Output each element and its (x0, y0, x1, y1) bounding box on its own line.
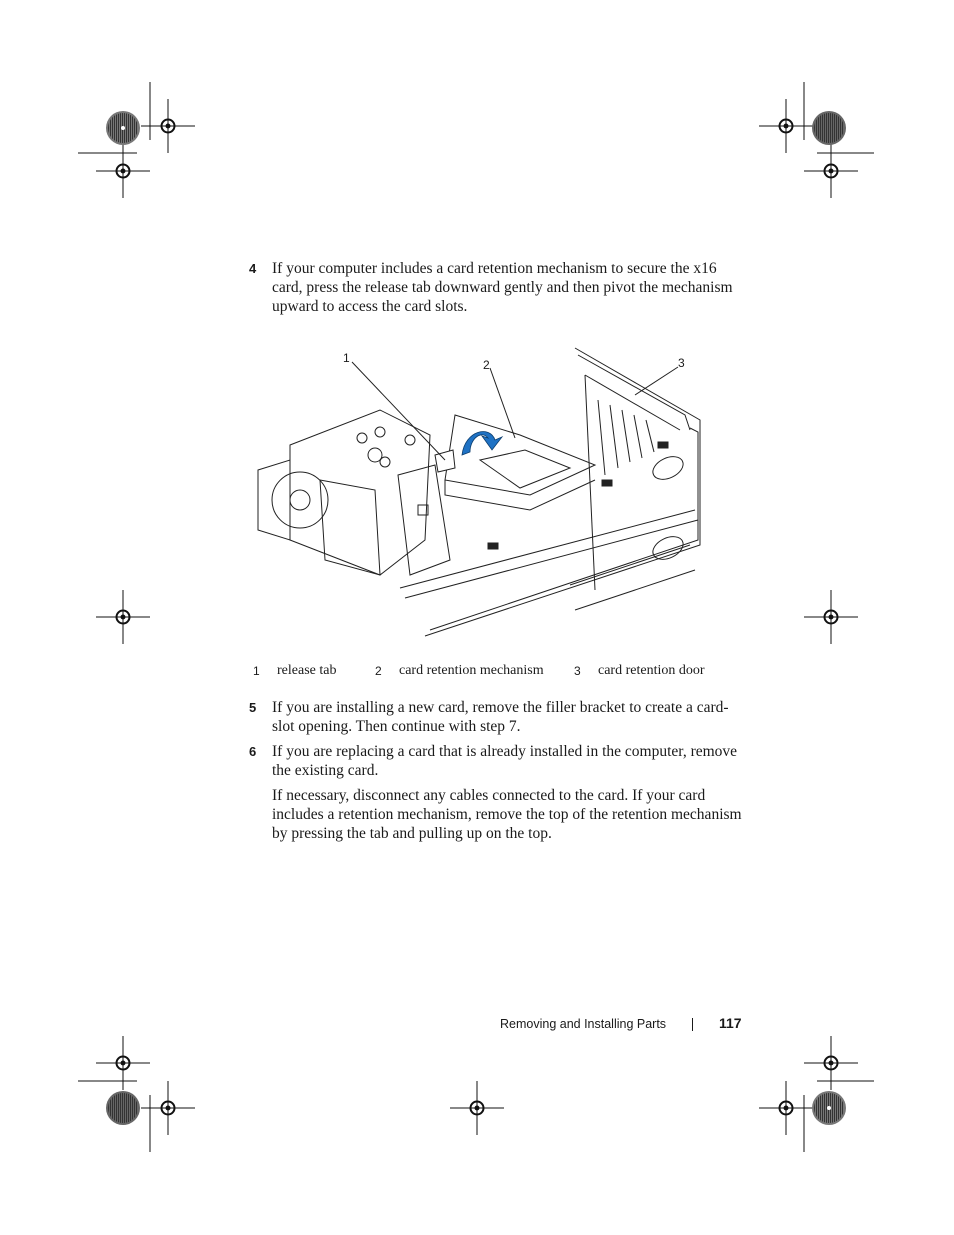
instruction-step-4 (249, 259, 749, 316)
legend-number: 3 (574, 664, 581, 678)
pivot-arrow-icon (462, 432, 502, 455)
step-text: If your computer includes a card retention mechanism to secure the x16 card, press the release tab downward gently and then pivot the mechanism upward to access the card slots. (272, 260, 733, 315)
step-text: If you are replacing a card that is already installed in the computer, remove the existing card. (272, 743, 738, 779)
registration-cross-icon (96, 144, 150, 198)
registration-cross-icon (141, 99, 195, 153)
step-text: If you are installing a new card, remove the filler bracket to create a card-slot opening. Then continue with step 7. (272, 699, 729, 735)
star-target-icon (106, 1091, 140, 1125)
computer-chassis-illustration (250, 340, 710, 640)
legend-label: card retention mechanism (399, 663, 544, 678)
footer-separator (692, 1018, 693, 1031)
step-number: 6 (249, 744, 257, 759)
registration-cross-icon (759, 1081, 813, 1135)
instruction-step-6 (249, 742, 749, 780)
registration-cross-icon (141, 1081, 195, 1135)
legend-number: 1 (253, 664, 260, 678)
callout-1: 1 (343, 351, 350, 365)
star-target-icon (812, 111, 846, 145)
registration-cross-icon (450, 1081, 504, 1135)
page-number: 117 (719, 1015, 742, 1031)
callout-2: 2 (483, 358, 490, 372)
registration-cross-icon (804, 144, 858, 198)
step-number: 4 (249, 261, 257, 276)
registration-cross-icon (804, 1036, 858, 1090)
star-target-icon (812, 1091, 846, 1125)
legend-label: release tab (277, 663, 337, 678)
callout-3: 3 (678, 356, 685, 370)
star-target-icon (106, 111, 140, 145)
step-6-followup-paragraph: If necessary, disconnect any cables connected to the card. If your card includes a retention mechanism, remove the top of the retention mechanism by pressing the tab and pulling up on the top. (272, 787, 742, 842)
instruction-step-5 (249, 698, 749, 736)
registration-cross-icon (759, 99, 813, 153)
registration-cross-icon (96, 590, 150, 644)
step-number: 5 (249, 700, 257, 715)
legend-label: card retention door (598, 663, 705, 678)
footer-section-title: Removing and Installing Parts (500, 1017, 667, 1031)
registration-cross-icon (804, 590, 858, 644)
registration-cross-icon (96, 1036, 150, 1090)
card-retention-illustration (250, 340, 710, 640)
legend-number: 2 (375, 664, 382, 678)
